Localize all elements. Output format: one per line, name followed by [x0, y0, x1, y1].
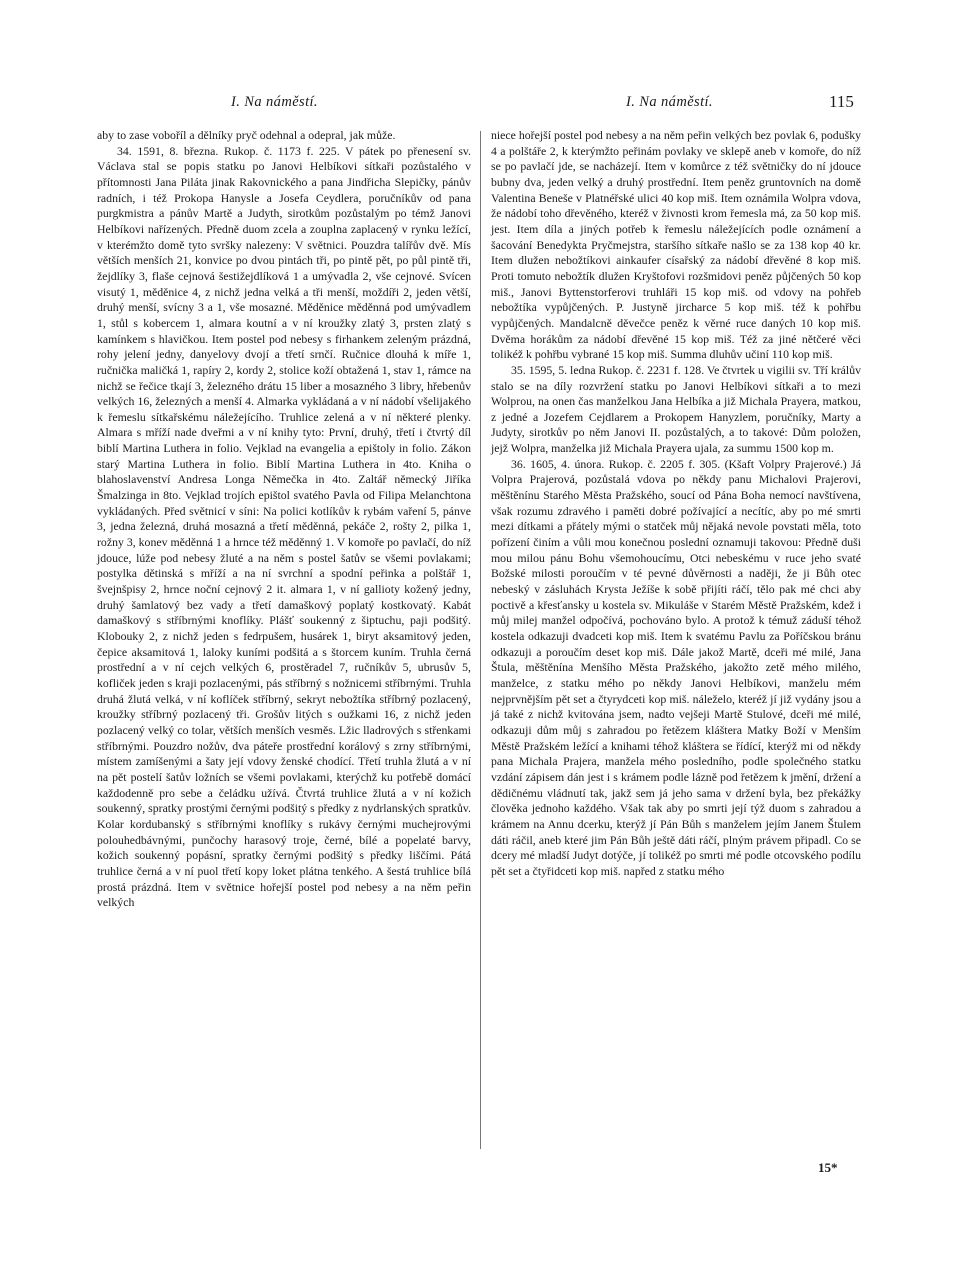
paragraph: 34. 1591, 8. března. Rukop. č. 1173 f. 225. V pátek po přenesení sv. Václava stal se popis statku po Janovi Helbíkovi sítkaři pozůstalého v přítomnosti Jana Piláta jinak Rakovnického a pana Jindřicha Slepičky, pánův radních, i též Prokopa Hanysle a Josefa Ceydlera, poručníkův od pana purgkmistra a pánův Martě a Judyth, sirotkům pozůstalým po témž Janovi Helbíkovi nařízených. Předně duom zcela a zouplna zaplacený v rynku ležící, v kterémžto domě tyto svršky nalezeny: V světnici. Pouzdra talířův dvě. Mís větších menších 21, konvice po dvou pintách tři, po pintě pět, po půl pintě tři, žejdlíky 3, flaše cejnová šestižejdlíková 1 a umývadla 2, vše cejnové. Svícen visutý 1, měděnice 4, z nichž jedna velká a tři menší, moždíři 2, jeden větší, druhý menší, svícny 3 a 1, vše mosazné. Měděnice měděnná pod umývadlem 1, stůl s kobercem 1, almara koutní a v ní kroužky zlatý 3, prsten zlatý s kamínkem s hlavičkou. Item postel pod nebesy s firhankem zeleným prázdná, rohy jelení jedny, danyelovy dvojí a třetí srnčí. Ručnice dlouhá k míře 1, ručnička maličká 1, rapíry 2, kordy 2, stolice koží obtažená 1, stav 1, rámce na nichž se řečice tkají 3, železného drátu 15 liber a mosazného 3 libry, hřebenův velkých 16, železných a menší 4. Almarka vykládaná a v ní nádobí všelijakého k řemeslu sítkařskému náležejícího. Truhlice zelená a v ní některé plenky. Almara s mříží nade dveřmi a v ní knihy tyto: První, druhý, třetí i čtvrtý díl biblí Martina Luthera in folio. Vejklad na evangelia a epištoly in folio. Zákon starý Martina Luthera in folio. Biblí Martina Luthera in 4to. Kniha o blahoslavenství Andresa Longa Němečka in 4to. Zaltář německý Jiříka Šmalzinga in 8to. Vejklad trojích epištol svatého Pavla od Filipa Melanchtona vykládaných. Před světnicí v síni: Na polici kotlíkův k rybám vaření 5, pánve 3, jedna železná, druhá mosazná a třetí měděnná, pekáče 2, rošty 2, pilka 1, rožny 3, konev měděnná 1 a hrnce též měděnný 1. V komoře po pavlačí, do níž jdouce, lúže pod nebesy žluté a na něm s postel šatův se všemi povlakami; postylka dětinská s mříží a na ní svrchní a spodní peřinka a polštář 1, švejnšpisy 2, hrnce noční cejnový 2 it. almara 1, v ní gallioty kožený jedny, druhý šamlatový bez vady a třetí damaškový poplatý kostkovatý. Kabát damaškový s stříbrnými knoflíky. Plášť soukenný z šiptuchu, paji podšitý. Klobouky 2, z nichž jeden s fedrpušem, husárek 1, biryt aksamitový jeden, čepice aksamitová 1, laloky kuními podšitá a s štorcem kuním. Truhla černá prostřední a v ní cejch velkých 6, prostěradel 7, ručníkův 5, ubrusův 5, kofliček jeden s kraji pozlacenými, pás stříbrný s nožnicemi stříbrnými. Truhla druhá žlutá velká, v ní koflíček stříbrný, sekryt nebožtíka stříbrný pozlacený, kroužky stříbrný pozlacený tři. Grošův litých s oužkami 16, z nichž jeden pozlacený velký co tolar, větších menších vesměs. Lžic lladrových s střenkami stříbrnými. Pouzdro nožův, dva páteře prostřední korálový s zrny stříbrnými, místem zamíšenými a šaty její vdovy ženské chodící. Třetí truhla žlutá a v ní na pět postelí šatův ložních se všemi povlakami, kterýchž ku potřebě domácí každodenně pro sebe a čeládku užívá. Čtvrtá truhlice žlutá a v ní kožich soukenný, spratky prostými černými podšitý s předky z nydrlanských spratkův. Kolar kordubanský s stříbrnými knoflíky s rukávy černými muchejrovými polouhedbávnými, punčochy harasový troje, černé, bílé a popelaté barvy, kožich soukenný popásní, spratky černými podšitý s předky liščími. Pátá truhlice černá a v ní puol třetí kopy loket plátna tenkého. A šestá truhlice bílá prostá prázdná. Item v světnice hořejší postel pod nebesy a na něm peřin velkých: [97, 143, 471, 910]
right-column: [491, 128, 861, 880]
paragraph: niece hořejší postel pod nebesy a na něm peřin velkých bez povlak 6, podušky 4 a polštáře 2, k kterýmžto peřinám povlaky ve sklepě aneb v komoře, do níž se po pavlačí jde, se nacházejí. Item v komůrce z též světničky do ní jdouce bubny dva, jeden velký a druhý prostřední. Item peněz gruntovních na domě Valentina Beneše v Platnéřské ulici 40 kop miš. Item oznámila Wolpra vdova, že nádobí toho dřevěného, kteréž v živnosti krom řemesla má, za 50 kop miš. jest. Item díla a jiných potřeb k řemeslu náležejících podle oznámení a šacování Benedykta Pryčmejstra, staršího sítkaře našlo se za 138 kop 40 kr. Item dlužen nebožtíkovi ainkaufer císařský za nádobí dřevěné 8 kop miš. Proti tomuto nebožtík dlužen Kryštofovi rozšmidovi peněz půjčených 50 kop miš., Janovi Byttenstorferovi truhláři 15 kop miš. od vdovy na pohřeb nebožtíka vypůjčených. P. Justyně jircharce 5 kop miš. též k pohřbu vypůjčených. Mandalcně děvečce peněz k věrné ruce daných 10 kop miš. Dvěma horákům za nádobí dřevěné 15 kop miš. Též za jiné nětčeré věci tolikéž k pohřbu vybrané 15 kop miš. Summa dluhův učiní 110 kop miš.: [491, 128, 861, 362]
signature-mark: 15*: [818, 1160, 838, 1175]
paragraph: 36. 1605, 4. února. Rukop. č. 2205 f. 305. (Kšaft Volpry Prajerové.) Já Volpra Prajerová, pozůstalá vdova po někdy panu Michalovi Prajerovi, měštěnínu Starého Města Pražského, soucí od Pána Boha nemocí navštívena, však rozumu zdravého i paměti dobré požívající a necítíc, aby po mé smrti mezi dítkami a přátely mými o statček můj nějaká nevole povstati měla, toto pořízení činím a vůli mou konečnou poslední oznamuji takovou: Předně duši mou milou pánu Bohu všemohoucímu, Otci nebeskému v ruce jeho svaté Božské milosti poroučím v té pevné důvěrnosti a naději, že ji Bůh otec nebeský v zásluhách Krysta Ježíše k sobě přijíti ráčí, tělo pak mé chci aby poctivě a křesťansky u kostela sv. Mikuláše v Starém Městě Pražském, kdež i můj milej manžel odpočívá, pochováno bylo. A protož k témuž záduší téhož kostela odkazuji dvadceti kop miš. Item k svatému Pavlu za Poříčskou bránu odkazuji a poroučím deset kop miš. Dále jakož Martě, dceři mé milé, Jana Štula, měštěnína Menšího Města Pražského, jakožto zetě mého milého, manželce, z statku mého po někdy Janovi Helbíkovi, manželu mém nejprvnějším pět set a čtyrydceti kop miš. náleželo, kteréž jí již vydány jsou a já také z nichž kvitována jsem, nadto vejšeji Martě Stulové, dceři mé milé, odkazuji dům můj s zahradou po řetězem kláštera Matky Boží v Menším Městě Pražském ležící a knihami téhož kláštera se řídící, kterýž mi od někdy pana Michala Prajera, manžela mého posledního, podle společného statku vzdání zápisem dán jest i s krámem podle lázně pod řetězem k jmění, držení a dědičnému vládnutí tak, jakž sem já jeho sama v držení byla, bez překážky člověka jednoho každého. Však tak aby po smrti její týž duom s zahradou a krámem na Annu dcerku, kterýž jí Pán Bůh s manželem jejím Janem Štulem dáti ráčil, aneb které jim Pán Bůh ještě dáti ráčí, plným právem připadl. Co se dcery mé mladší Judyt dotýče, jí tolikéž po smrti mé podle otcovského podílu pět set a čtyřidceti kop miš. napřed z statku mého: [491, 456, 861, 878]
column-divider: [480, 131, 481, 1149]
running-title-left: I. Na náměstí.: [231, 94, 318, 110]
left-column: [97, 128, 471, 911]
page-number: 115: [829, 92, 854, 111]
paragraph: aby to zase voboříl a dělníky pryč odehnal a odepral, jak může.: [97, 128, 396, 142]
running-title-right: I. Na náměstí.: [626, 94, 713, 110]
paragraph: 35. 1595, 5. ledna Rukop. č. 2231 f. 128. Ve čtvrtek u vigilii sv. Tří králův stalo se na díly rozvržení statku po Janovi Helbíkovi sítkaři a to mezi Wolprou, na onen čas manželkou Jana Helbíka a již Michala Prayera, matkou, z jedné a Jozefem Cejdlarem a Prokopem Hanyzlem, poručníky, Marty a Judyty, sirotkův po něm Janovi II. pozůstalých, a to takové: Dům položen, jejž Wolpra, manželka již Michala Prayera ujala, za summu 1500 kop m.: [491, 362, 861, 456]
